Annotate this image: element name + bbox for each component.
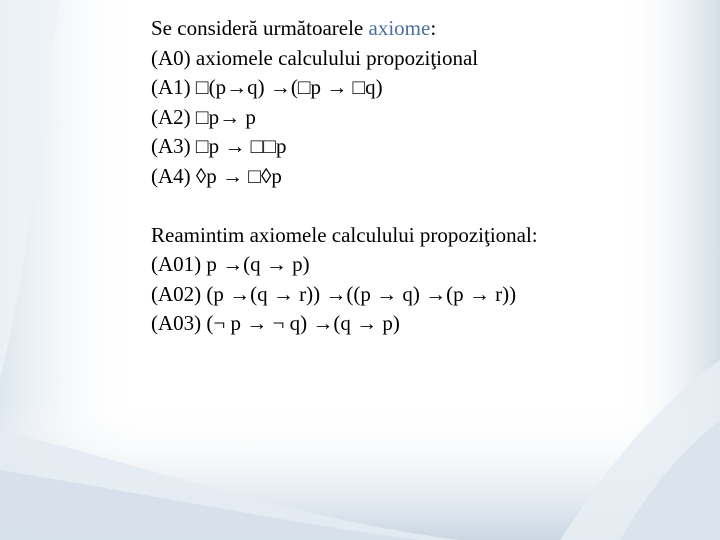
axiom-a2: (A2) □p→ p [151, 104, 256, 129]
reminder-axiom-a01: (A01) p →(q → p) [151, 252, 310, 276]
axiom-a1: (A1) □(p→q) →(□p → □q) [151, 75, 383, 99]
axiom-a4: (A4) ◊p → □◊p [151, 163, 282, 188]
reminder-heading: Reamintim axiomele calculului propoziţional: [151, 222, 538, 247]
axiom-a3: (A3) □p → □□p [151, 134, 287, 158]
axiom-a0: (A0) axiomele calculului propoziţional [151, 45, 479, 70]
intro-prefix: Se consideră următoarele [151, 16, 369, 40]
paragraph-spacer [151, 191, 711, 221]
slide-content [151, 14, 711, 339]
intro-suffix: : [430, 16, 437, 40]
intro-line [151, 14, 711, 44]
reminder-axiom-a03: (A03) (¬ p → ¬ q) →(q → p) [151, 311, 400, 335]
intro-highlight: axiome [368, 16, 431, 40]
reminder-axiom-a02: (A02) (p →(q → r)) →((p → q) →(p → r)) [151, 281, 517, 306]
